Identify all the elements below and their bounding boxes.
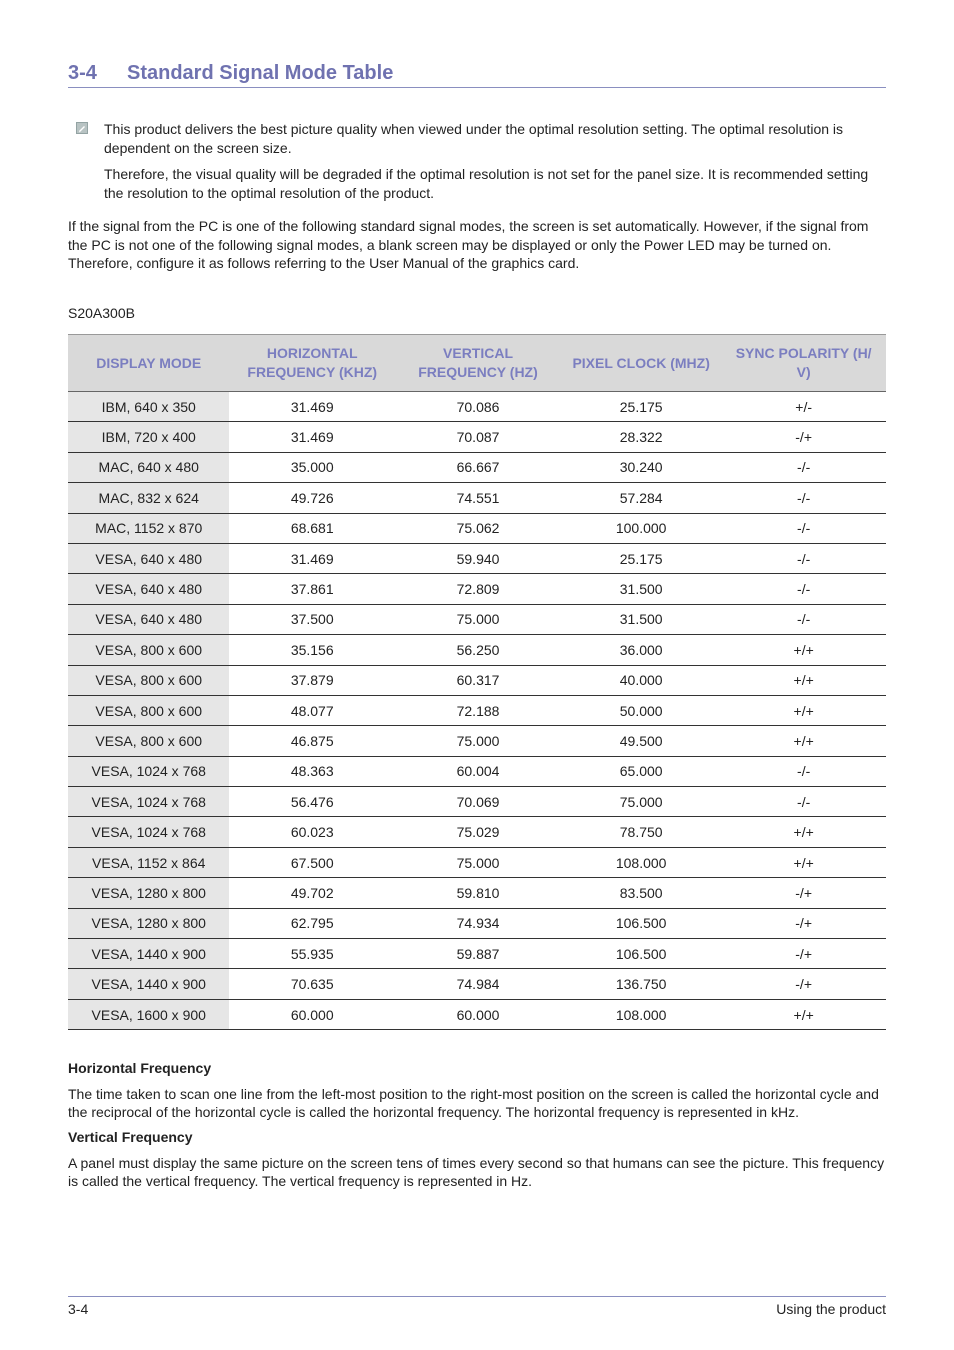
cell-vertical-frequency: 59.940 (395, 543, 561, 573)
cell-display-mode: VESA, 1440 x 900 (68, 939, 229, 969)
page-number: 3-4 (68, 1301, 89, 1317)
cell-sync-polarity: +/+ (721, 726, 886, 756)
cell-sync-polarity: -/- (721, 452, 886, 482)
cell-pixel-clock: 31.500 (561, 574, 721, 604)
cell-vertical-frequency: 70.069 (395, 787, 561, 817)
cell-sync-polarity: -/- (721, 787, 886, 817)
cell-horizontal-frequency: 35.156 (229, 635, 395, 665)
cell-display-mode: VESA, 640 x 480 (68, 543, 229, 573)
table-row (68, 635, 886, 665)
cell-horizontal-frequency: 49.702 (229, 878, 395, 908)
cell-display-mode: VESA, 1024 x 768 (68, 787, 229, 817)
table-row (68, 574, 886, 604)
cell-horizontal-frequency: 37.879 (229, 665, 395, 695)
cell-sync-polarity: +/- (721, 392, 886, 422)
table-row (68, 392, 886, 422)
cell-vertical-frequency: 59.810 (395, 878, 561, 908)
cell-pixel-clock: 136.750 (561, 969, 721, 999)
cell-vertical-frequency: 74.984 (395, 969, 561, 999)
cell-sync-polarity: +/+ (721, 695, 886, 725)
table-row (68, 878, 886, 908)
cell-vertical-frequency: 60.004 (395, 756, 561, 786)
cell-pixel-clock: 106.500 (561, 908, 721, 938)
cell-sync-polarity: +/+ (721, 817, 886, 847)
cell-horizontal-frequency: 67.500 (229, 847, 395, 877)
table-row (68, 847, 886, 877)
cell-pixel-clock: 25.175 (561, 543, 721, 573)
cell-pixel-clock: 65.000 (561, 756, 721, 786)
cell-horizontal-frequency: 35.000 (229, 452, 395, 482)
cell-horizontal-frequency: 68.681 (229, 513, 395, 543)
cell-vertical-frequency: 72.809 (395, 574, 561, 604)
table-row (68, 604, 886, 634)
table-row (68, 665, 886, 695)
page-footer (68, 1296, 886, 1317)
cell-display-mode: MAC, 1152 x 870 (68, 513, 229, 543)
vertical-frequency-title: Vertical Frequency (68, 1129, 193, 1145)
table-row (68, 999, 886, 1029)
cell-display-mode: VESA, 640 x 480 (68, 574, 229, 604)
cell-horizontal-frequency: 48.363 (229, 756, 395, 786)
cell-sync-polarity: -/- (721, 604, 886, 634)
cell-vertical-frequency: 60.317 (395, 665, 561, 695)
cell-vertical-frequency: 60.000 (395, 999, 561, 1029)
cell-horizontal-frequency: 60.023 (229, 817, 395, 847)
table-row (68, 787, 886, 817)
cell-pixel-clock: 25.175 (561, 392, 721, 422)
cell-sync-polarity: -/- (721, 574, 886, 604)
intro-paragraph: If the signal from the PC is one of the following standard signal modes, the screen is set automatically. However, if the signal from the PC is not one of the following signal modes, a blank screen may be displayed or only the Power LED may be turned on. Therefore, configure it as follows referring to the User Manual of the graphics card. (68, 218, 869, 271)
cell-horizontal-frequency: 46.875 (229, 726, 395, 756)
cell-display-mode: VESA, 800 x 600 (68, 635, 229, 665)
note-paragraph-2: Therefore, the visual quality will be degraded if the optimal resolution is not set for the panel size. It is recommended setting the resolution to the optimal resolution of the product. (104, 166, 869, 201)
cell-pixel-clock: 31.500 (561, 604, 721, 634)
table-row (68, 726, 886, 756)
cell-vertical-frequency: 75.000 (395, 847, 561, 877)
section-title: Standard Signal Mode Table (127, 62, 394, 84)
cell-sync-polarity: -/- (721, 543, 886, 573)
cell-display-mode: VESA, 1280 x 800 (68, 878, 229, 908)
cell-sync-polarity: -/+ (721, 969, 886, 999)
cell-pixel-clock: 75.000 (561, 787, 721, 817)
cell-sync-polarity: -/+ (721, 422, 886, 452)
cell-horizontal-frequency: 56.476 (229, 787, 395, 817)
table-row (68, 513, 886, 543)
cell-pixel-clock: 57.284 (561, 483, 721, 513)
cell-horizontal-frequency: 62.795 (229, 908, 395, 938)
header-sync-polarity: SYNC POLARITY (H/ V) (721, 335, 886, 392)
cell-pixel-clock: 108.000 (561, 999, 721, 1029)
note-icon (76, 122, 88, 134)
cell-display-mode: VESA, 800 x 600 (68, 695, 229, 725)
table-row (68, 969, 886, 999)
horizontal-frequency-text: The time taken to scan one line from the left-most position to the right-most position on the screen is called the horizontal cycle and the reciprocal of the horizontal cycle is called the horizontal frequency. The horizontal frequency is represented in kHz. (68, 1086, 879, 1120)
cell-vertical-frequency: 56.250 (395, 635, 561, 665)
table-row (68, 422, 886, 452)
cell-sync-polarity: -/+ (721, 878, 886, 908)
header-display-mode: DISPLAY MODE (68, 335, 229, 392)
table-row (68, 817, 886, 847)
table-row (68, 939, 886, 969)
cell-vertical-frequency: 72.188 (395, 695, 561, 725)
cell-display-mode: MAC, 832 x 624 (68, 483, 229, 513)
cell-horizontal-frequency: 31.469 (229, 543, 395, 573)
cell-pixel-clock: 78.750 (561, 817, 721, 847)
cell-display-mode: VESA, 1152 x 864 (68, 847, 229, 877)
cell-horizontal-frequency: 37.500 (229, 604, 395, 634)
cell-vertical-frequency: 66.667 (395, 452, 561, 482)
cell-vertical-frequency: 74.934 (395, 908, 561, 938)
table-body (68, 392, 886, 1030)
cell-pixel-clock: 106.500 (561, 939, 721, 969)
cell-sync-polarity: -/+ (721, 939, 886, 969)
cell-display-mode: VESA, 1280 x 800 (68, 908, 229, 938)
cell-display-mode: VESA, 800 x 600 (68, 726, 229, 756)
cell-display-mode: IBM, 640 x 350 (68, 392, 229, 422)
signal-mode-table (68, 334, 886, 1030)
table-row (68, 908, 886, 938)
horizontal-frequency-title: Horizontal Frequency (68, 1060, 212, 1076)
cell-horizontal-frequency: 60.000 (229, 999, 395, 1029)
cell-sync-polarity: +/+ (721, 665, 886, 695)
cell-vertical-frequency: 75.000 (395, 604, 561, 634)
cell-pixel-clock: 108.000 (561, 847, 721, 877)
cell-display-mode: IBM, 720 x 400 (68, 422, 229, 452)
table-row (68, 452, 886, 482)
cell-horizontal-frequency: 48.077 (229, 695, 395, 725)
cell-pixel-clock: 49.500 (561, 726, 721, 756)
cell-display-mode: VESA, 1024 x 768 (68, 817, 229, 847)
cell-display-mode: VESA, 640 x 480 (68, 604, 229, 634)
header-pixel-clock: PIXEL CLOCK (MHZ) (561, 335, 721, 392)
cell-vertical-frequency: 70.087 (395, 422, 561, 452)
cell-pixel-clock: 30.240 (561, 452, 721, 482)
table-row (68, 483, 886, 513)
cell-horizontal-frequency: 31.469 (229, 422, 395, 452)
cell-horizontal-frequency: 37.861 (229, 574, 395, 604)
cell-pixel-clock: 83.500 (561, 878, 721, 908)
cell-vertical-frequency: 75.000 (395, 726, 561, 756)
cell-display-mode: MAC, 640 x 480 (68, 452, 229, 482)
table-header-row (68, 335, 886, 392)
cell-sync-polarity: +/+ (721, 847, 886, 877)
cell-horizontal-frequency: 55.935 (229, 939, 395, 969)
section-heading (68, 62, 886, 88)
cell-sync-polarity: +/+ (721, 999, 886, 1029)
vertical-frequency-text: A panel must display the same picture on the screen tens of times every second so that humans can see the picture. This frequency is called the vertical frequency. The vertical frequency is represented in Hz. (68, 1155, 885, 1189)
table-row (68, 543, 886, 573)
cell-vertical-frequency: 74.551 (395, 483, 561, 513)
cell-sync-polarity: -/- (721, 756, 886, 786)
cell-display-mode: VESA, 1600 x 900 (68, 999, 229, 1029)
cell-display-mode: VESA, 1440 x 900 (68, 969, 229, 999)
note-block (76, 120, 886, 210)
cell-pixel-clock: 40.000 (561, 665, 721, 695)
cell-pixel-clock: 28.322 (561, 422, 721, 452)
cell-sync-polarity: -/- (721, 513, 886, 543)
cell-horizontal-frequency: 70.635 (229, 969, 395, 999)
note-paragraph-1: This product delivers the best picture quality when viewed under the optimal resolution setting. The optimal resolution is dependent on the screen size. (104, 121, 844, 156)
cell-sync-polarity: +/+ (721, 635, 886, 665)
cell-pixel-clock: 50.000 (561, 695, 721, 725)
cell-vertical-frequency: 75.062 (395, 513, 561, 543)
cell-vertical-frequency: 75.029 (395, 817, 561, 847)
model-name: S20A300B (68, 305, 135, 321)
cell-sync-polarity: -/+ (721, 908, 886, 938)
cell-horizontal-frequency: 31.469 (229, 392, 395, 422)
table-row (68, 695, 886, 725)
section-number: 3-4 (68, 62, 97, 84)
cell-display-mode: VESA, 800 x 600 (68, 665, 229, 695)
cell-sync-polarity: -/- (721, 483, 886, 513)
cell-vertical-frequency: 59.887 (395, 939, 561, 969)
cell-pixel-clock: 36.000 (561, 635, 721, 665)
cell-pixel-clock: 100.000 (561, 513, 721, 543)
cell-vertical-frequency: 70.086 (395, 392, 561, 422)
footer-section: Using the product (776, 1301, 886, 1317)
cell-horizontal-frequency: 49.726 (229, 483, 395, 513)
header-horizontal-frequency: HORIZONTAL FREQUENCY (KHZ) (229, 335, 395, 392)
table-row (68, 756, 886, 786)
header-vertical-frequency: VERTICAL FREQUENCY (HZ) (395, 335, 561, 392)
cell-display-mode: VESA, 1024 x 768 (68, 756, 229, 786)
